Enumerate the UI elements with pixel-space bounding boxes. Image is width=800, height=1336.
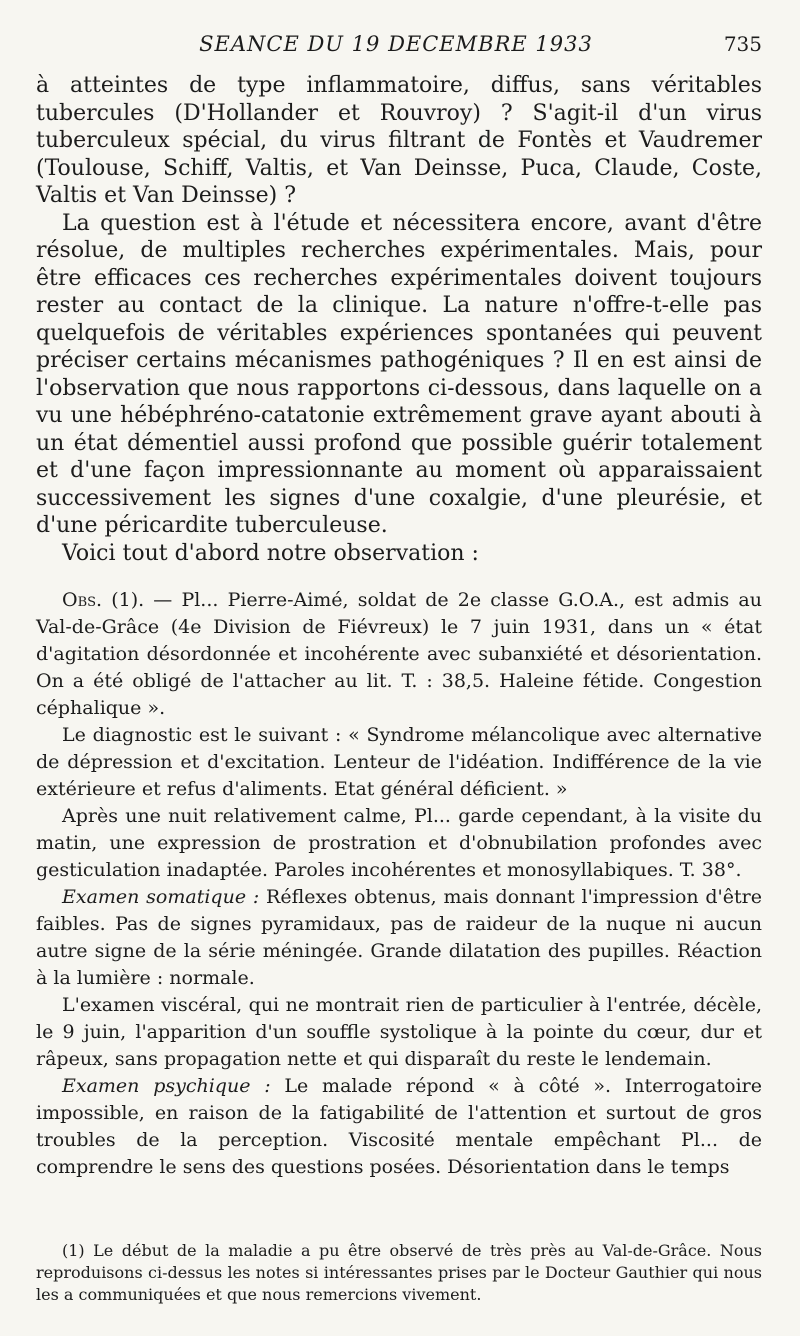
observation-intro: [36, 587, 762, 722]
running-title: SEANCE DU 19 DECEMBRE 1933: [199, 32, 593, 56]
paragraph-1: à atteintes de type inflammatoire, diffus, sans véritables tubercules (D'Hollander et Rouvroy) ? S'agit-il d'un virus tuberculeux spécial, du virus filtrant de Fontès et Vaudremer (Toulouse, Schiff, Valtis, et Van Deinsse, Puca, Claude, Coste, Valtis et Van Deinsse) ?: [36, 73, 762, 208]
psychic-exam-text: Le malade répond « à côté ». Interrogatoire impossible, en raison de la fatigabilité de l'attention et surtout de gros troubles de la perception. Viscosité mentale empêchant Pl... de comprendre le sens des questions posées. Désorientation dans le temps: [36, 1075, 762, 1178]
somatic-exam-paragraph: [36, 884, 762, 992]
somatic-exam-text: Réflexes obtenus, mais donnant l'impression d'être faibles. Pas de signes pyramidaux, pas de raideur de la nuque ni aucun autre signe de la série méningée. Grande dilatation des pupilles. Réaction à la lumière : normale.: [36, 886, 762, 989]
visceral-exam-paragraph: L'examen viscéral, qui ne montrait rien de particulier à l'entrée, décèle, le 9 juin, l'apparition d'un souffle systolique à la pointe du cœur, dur et râpeux, sans propagation nette et qui disparaît du reste le lendemain.: [36, 994, 762, 1070]
psychic-exam-paragraph: [36, 1073, 762, 1181]
night-paragraph: Après une nuit relativement calme, Pl... garde cependant, à la visite du matin, une expression de prostration et d'obnubilation profondes avec gesticulation inadaptée. Paroles incohérentes et monosyllabiques. T. 38°.: [36, 805, 762, 881]
paragraph-3: Voici tout d'abord notre observation :: [62, 540, 479, 566]
psychic-exam-label: Examen psychique :: [62, 1075, 271, 1097]
diagnostic-paragraph: Le diagnostic est le suivant : « Syndrome mélancolique avec alternative de dépression et d'excitation. Lenteur de l'idéation. Indifférence de la vie extérieure et refus d'aliments. Etat général déficient. »: [36, 724, 762, 800]
main-text: [36, 72, 762, 1181]
obs-text: — Pl... Pierre-Aimé, soldat de 2e classe G.O.A., est admis au Val-de-Grâce (4e Division de Fiévreux) le 7 juin 1931, dans un « état d'agitation désordonnée et incohérente avec subanxiété et désorientation. On a été obligé de l'attacher au lit. T. : 38,5. Haleine fétide. Congestion céphalique ».: [36, 589, 762, 719]
page-header: [30, 32, 762, 56]
somatic-exam-label: Examen somatique :: [62, 886, 260, 908]
page-number: 735: [723, 32, 762, 56]
paragraph-2: La question est à l'étude et nécessitera encore, avant d'être résolue, de multiples recherches expérimentales. Mais, pour être efficaces ces recherches expérimentales doivent toujours rester au contact de la clinique. La nature n'offre-t-elle pas quelquefois de véritables expériences spontanées qui peuvent préciser certains mécanismes pathogéniques ? Il en est ainsi de l'observation que nous rapportons ci-dessous, dans laquelle on a vu une hébéphréno-catatonie extrêmement grave ayant abouti à un état démentiel aussi profond que possible guérir totalement et d'une façon impressionnante au moment où apparaissaient successivement les signes d'une coxalgie, d'une pleurésie, et d'une péricardite tuberculeuse.: [36, 210, 762, 538]
footnote: (1) Le début de la maladie a pu être observé de très près au Val-de-Grâce. Nous reproduisons ci-dessus les notes si intéressantes prises par le Docteur Gauthier qui nous les a communiquées et que nous remercions vivement.: [36, 1241, 762, 1304]
obs-label: Obs. (1).: [62, 589, 145, 611]
